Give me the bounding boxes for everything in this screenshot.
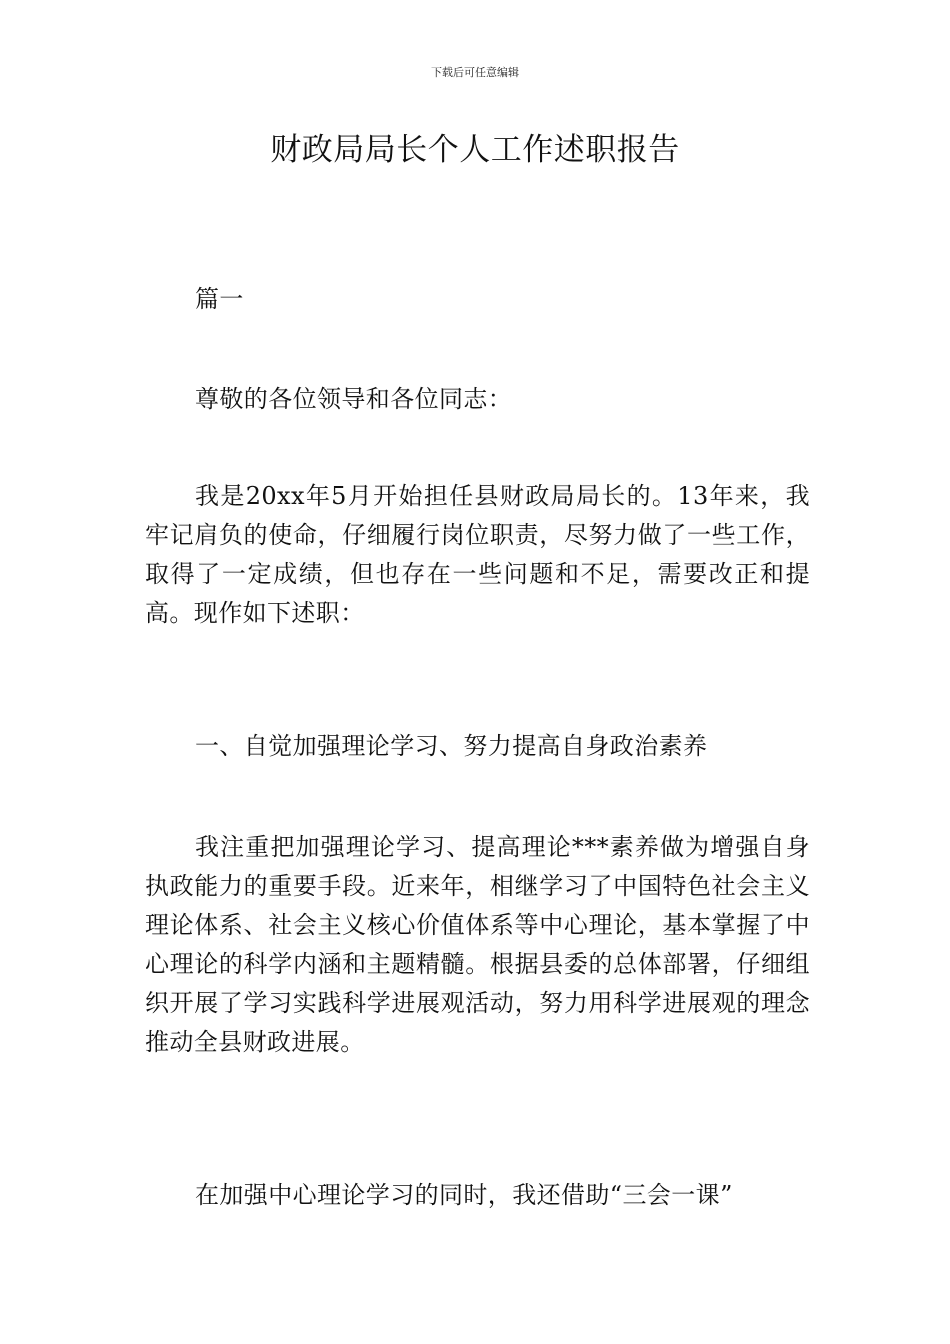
body-paragraph-2: 在加强中心理论学习的同时，我还借助“三会一课” [195,1181,733,1209]
section-label: 篇一 [195,285,244,313]
body-paragraph-1: 我注重把加强理论学习、提高理论***素养做为增强自身执政能力的重要手段。近来年，相继学习了中国特色社会主义理论体系、社会主义核心价值体系等中心理论，基本掌握了中心理论的科学内涵和主题精髓。根据县委的总体部署，仔细组织开展了学习实践科学进展观活动，努力用科学进展观的理念推动全县财政进展。 [145,833,810,1056]
document-title: 财政局局长个人工作述职报告 [270,132,680,168]
header-note: 下载后可任意编辑 [431,66,519,79]
intro-paragraph: 我是20xx年5月开始担任县财政局局长的。13年来，我牢记肩负的使命，仔细履行岗位职责，尽努力做了一些工作，取得了一定成绩，但也存在一些问题和不足，需要改正和提高。现作如下述职： [145,482,810,627]
greeting-paragraph: 尊敬的各位领导和各位同志： [195,385,513,413]
section-heading-1: 一、自觉加强理论学习、努力提高自身政治素养 [195,732,708,760]
